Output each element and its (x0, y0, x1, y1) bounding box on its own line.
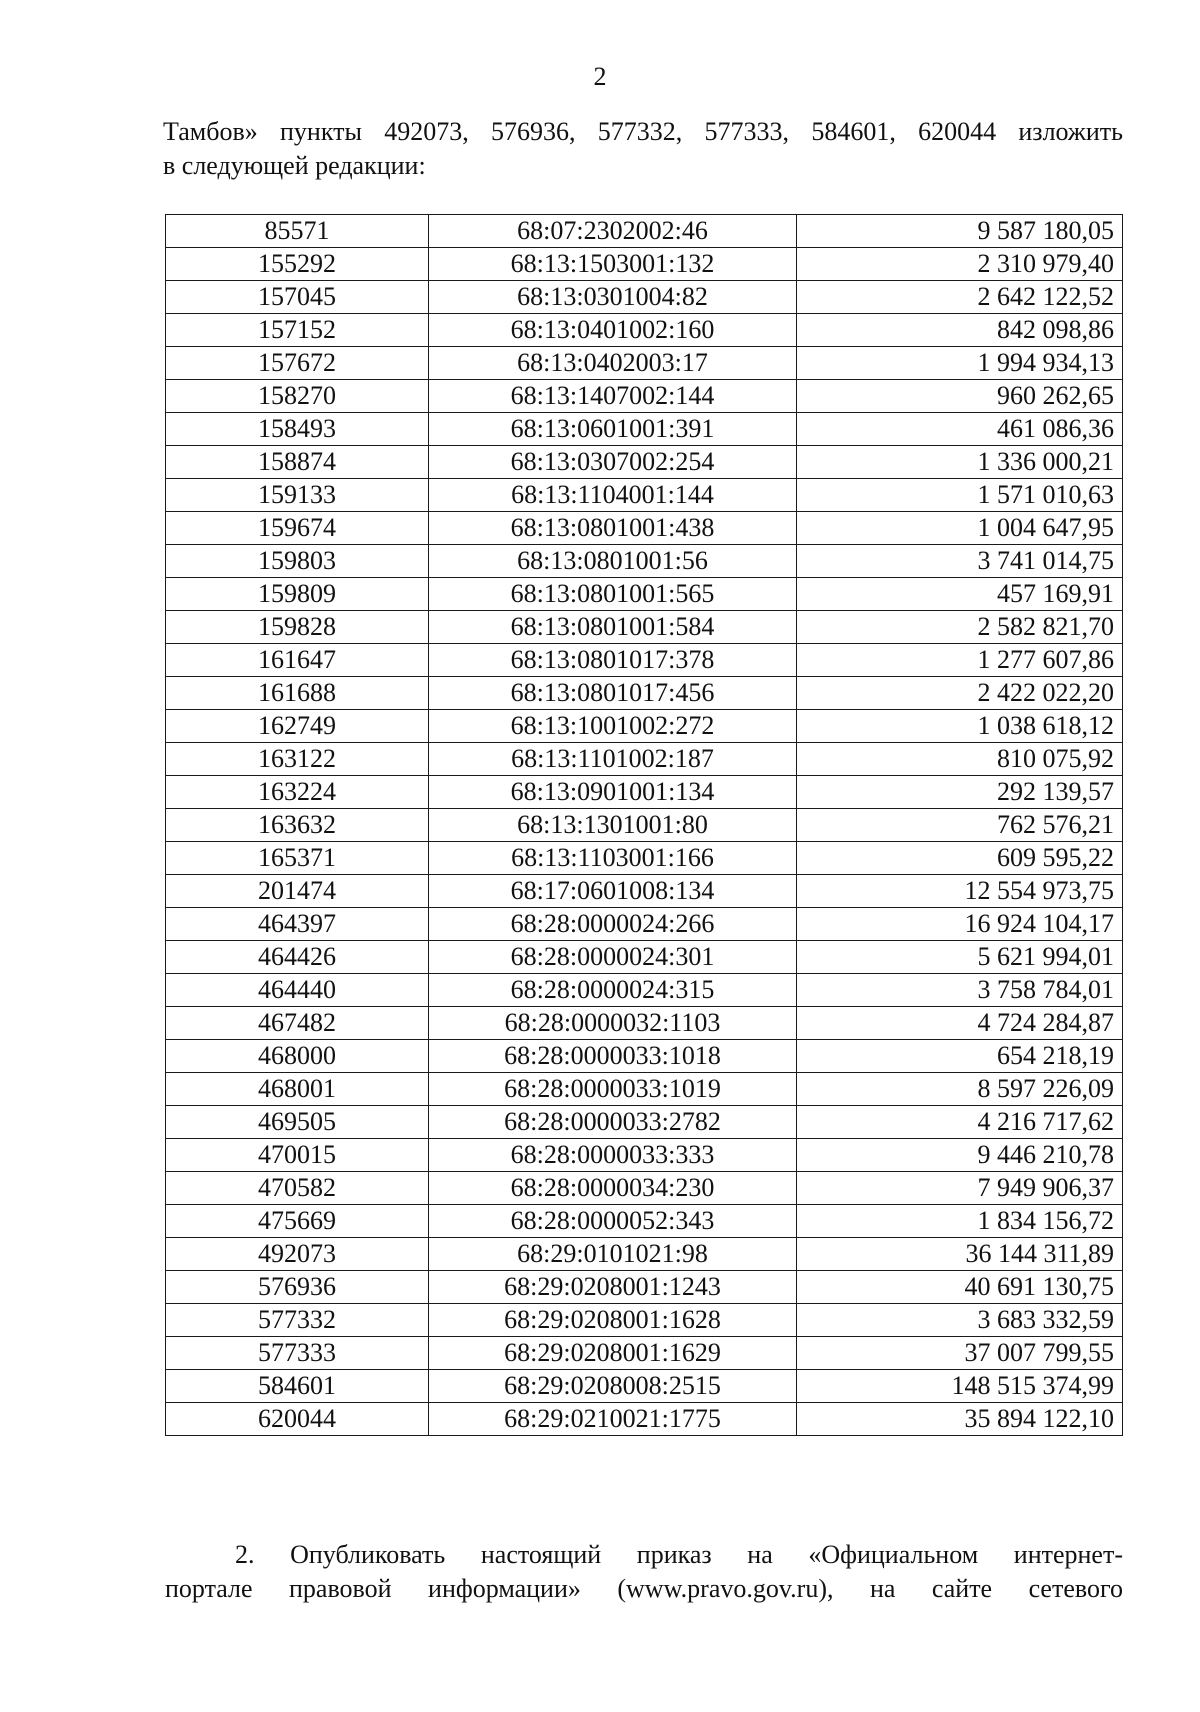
table-row (166, 545, 1123, 578)
cadastral-number-cell: 68:13:0801001:438 (429, 512, 797, 545)
cadastral-value-cell: 1 834 156,72 (797, 1205, 1123, 1238)
row-number-cell: 577332 (166, 1304, 429, 1337)
cadastral-number-cell: 68:28:0000052:343 (429, 1205, 797, 1238)
cadastral-number-cell: 68:13:0801001:565 (429, 578, 797, 611)
cadastral-value-cell: 3 683 332,59 (797, 1304, 1123, 1337)
cadastral-value-cell: 12 554 973,75 (797, 875, 1123, 908)
table-row (166, 908, 1123, 941)
cadastral-value-cell: 5 621 994,01 (797, 941, 1123, 974)
table-row (166, 347, 1123, 380)
row-number-cell: 470582 (166, 1172, 429, 1205)
table-row (166, 743, 1123, 776)
table-row (166, 842, 1123, 875)
cadastral-number-cell: 68:13:0801017:378 (429, 644, 797, 677)
row-number-cell: 492073 (166, 1238, 429, 1271)
intro-line-2: в следующей редакции: (163, 151, 426, 180)
cadastral-number-cell: 68:29:0208001:1243 (429, 1271, 797, 1304)
cadastral-number-cell: 68:13:1101002:187 (429, 743, 797, 776)
table-row (166, 1040, 1123, 1073)
table-row (166, 413, 1123, 446)
cadastral-number-cell: 68:29:0208001:1628 (429, 1304, 797, 1337)
cadastral-value-cell: 2 422 022,20 (797, 677, 1123, 710)
cadastral-value-cell: 461 086,36 (797, 413, 1123, 446)
row-number-cell: 158493 (166, 413, 429, 446)
table-row (166, 776, 1123, 809)
table-body (166, 215, 1123, 1436)
cadastral-number-cell: 68:13:1001002:272 (429, 710, 797, 743)
cadastral-value-cell: 842 098,86 (797, 314, 1123, 347)
row-number-cell: 467482 (166, 1007, 429, 1040)
cadastral-value-cell: 36 144 311,89 (797, 1238, 1123, 1271)
row-number-cell: 464440 (166, 974, 429, 1007)
cadastral-value-cell: 1 004 647,95 (797, 512, 1123, 545)
cadastral-number-cell: 68:29:0208001:1629 (429, 1337, 797, 1370)
cadastral-number-cell: 68:13:0401002:160 (429, 314, 797, 347)
row-number-cell: 159809 (166, 578, 429, 611)
cadastral-value-cell: 2 310 979,40 (797, 248, 1123, 281)
row-number-cell: 470015 (166, 1139, 429, 1172)
row-number-cell: 161688 (166, 677, 429, 710)
row-number-cell: 469505 (166, 1106, 429, 1139)
row-number-cell: 85571 (166, 215, 429, 248)
row-number-cell: 159133 (166, 479, 429, 512)
cadastral-value-cell: 16 924 104,17 (797, 908, 1123, 941)
publication-paragraph (165, 1538, 1123, 1606)
table-row (166, 611, 1123, 644)
cadastral-number-cell: 68:28:0000024:301 (429, 941, 797, 974)
row-number-cell: 157672 (166, 347, 429, 380)
cadastral-number-cell: 68:29:0210021:1775 (429, 1403, 797, 1436)
table-row (166, 875, 1123, 908)
cadastral-number-cell: 68:13:1301001:80 (429, 809, 797, 842)
publication-line-2: портале правовой информации» (www.pravo.gov.ru), на сайте сетевого (165, 1574, 1123, 1603)
cadastral-number-cell: 68:13:0801017:456 (429, 677, 797, 710)
row-number-cell: 163632 (166, 809, 429, 842)
cadastral-value-cell: 2 642 122,52 (797, 281, 1123, 314)
cadastral-number-cell: 68:13:1103001:166 (429, 842, 797, 875)
table-row (166, 1139, 1123, 1172)
page-number: 2 (593, 62, 607, 91)
cadastral-value-cell: 960 262,65 (797, 380, 1123, 413)
table-row (166, 677, 1123, 710)
row-number-cell: 158270 (166, 380, 429, 413)
table-row (166, 1106, 1123, 1139)
row-number-cell: 161647 (166, 644, 429, 677)
cadastral-value-cell: 810 075,92 (797, 743, 1123, 776)
table-row (166, 215, 1123, 248)
cadastral-number-cell: 68:28:0000024:315 (429, 974, 797, 1007)
cadastral-value-cell: 3 758 784,01 (797, 974, 1123, 1007)
row-number-cell: 157152 (166, 314, 429, 347)
row-number-cell: 468001 (166, 1073, 429, 1106)
cadastral-value-cell: 4 724 284,87 (797, 1007, 1123, 1040)
cadastral-value-cell: 2 582 821,70 (797, 611, 1123, 644)
cadastral-value-cell: 7 949 906,37 (797, 1172, 1123, 1205)
table-row (166, 1073, 1123, 1106)
cadastral-value-cell: 762 576,21 (797, 809, 1123, 842)
table-row (166, 1337, 1123, 1370)
table-row (166, 941, 1123, 974)
table-row (166, 1403, 1123, 1436)
cadastral-value-cell: 654 218,19 (797, 1040, 1123, 1073)
cadastral-value-cell: 9 446 210,78 (797, 1139, 1123, 1172)
row-number-cell: 159674 (166, 512, 429, 545)
cadastral-number-cell: 68:13:0901001:134 (429, 776, 797, 809)
cadastral-number-cell: 68:13:0307002:254 (429, 446, 797, 479)
table-row (166, 1238, 1123, 1271)
intro-line-1: Тамбов» пункты 492073, 576936, 577332, 577333, 584601, 620044 изложить (163, 117, 1123, 146)
row-number-cell: 159828 (166, 611, 429, 644)
cadastral-number-cell: 68:28:0000034:230 (429, 1172, 797, 1205)
cadastral-number-cell: 68:28:0000033:333 (429, 1139, 797, 1172)
cadastral-number-cell: 68:29:0208008:2515 (429, 1370, 797, 1403)
row-number-cell: 155292 (166, 248, 429, 281)
cadastral-number-cell: 68:28:0000033:1019 (429, 1073, 797, 1106)
cadastral-value-cell: 609 595,22 (797, 842, 1123, 875)
table-row (166, 1271, 1123, 1304)
table-row (166, 314, 1123, 347)
table-row (166, 512, 1123, 545)
row-number-cell: 468000 (166, 1040, 429, 1073)
cadastral-value-table (165, 214, 1123, 1436)
row-number-cell: 584601 (166, 1370, 429, 1403)
row-number-cell: 464397 (166, 908, 429, 941)
cadastral-value-cell: 1 038 618,12 (797, 710, 1123, 743)
table-row (166, 644, 1123, 677)
cadastral-number-cell: 68:13:0301004:82 (429, 281, 797, 314)
row-number-cell: 159803 (166, 545, 429, 578)
row-number-cell: 620044 (166, 1403, 429, 1436)
table-row (166, 1304, 1123, 1337)
intro-paragraph (163, 115, 1123, 183)
cadastral-number-cell: 68:28:0000033:1018 (429, 1040, 797, 1073)
cadastral-number-cell: 68:17:0601008:134 (429, 875, 797, 908)
cadastral-number-cell: 68:13:0801001:584 (429, 611, 797, 644)
cadastral-value-cell: 8 597 226,09 (797, 1073, 1123, 1106)
table-row (166, 446, 1123, 479)
cadastral-number-cell: 68:07:2302002:46 (429, 215, 797, 248)
table-row (166, 1205, 1123, 1238)
cadastral-value-cell: 292 139,57 (797, 776, 1123, 809)
table-row (166, 1172, 1123, 1205)
cadastral-value-cell: 1 994 934,13 (797, 347, 1123, 380)
table-row (166, 809, 1123, 842)
table-row (166, 248, 1123, 281)
cadastral-value-cell: 1 571 010,63 (797, 479, 1123, 512)
cadastral-number-cell: 68:13:1503001:132 (429, 248, 797, 281)
row-number-cell: 201474 (166, 875, 429, 908)
cadastral-value-cell: 3 741 014,75 (797, 545, 1123, 578)
table-row (166, 380, 1123, 413)
cadastral-value-cell: 40 691 130,75 (797, 1271, 1123, 1304)
table-row (166, 578, 1123, 611)
row-number-cell: 464426 (166, 941, 429, 974)
cadastral-number-cell: 68:28:0000033:2782 (429, 1106, 797, 1139)
table-row (166, 281, 1123, 314)
cadastral-value-cell: 35 894 122,10 (797, 1403, 1123, 1436)
row-number-cell: 165371 (166, 842, 429, 875)
table-row (166, 710, 1123, 743)
cadastral-number-cell: 68:13:0801001:56 (429, 545, 797, 578)
cadastral-number-cell: 68:13:0402003:17 (429, 347, 797, 380)
publication-line-1: 2. Опубликовать настоящий приказ на «Официальном интернет- (235, 1540, 1123, 1569)
cadastral-value-cell: 457 169,91 (797, 578, 1123, 611)
cadastral-number-cell: 68:13:1407002:144 (429, 380, 797, 413)
cadastral-number-cell: 68:28:0000024:266 (429, 908, 797, 941)
cadastral-value-cell: 4 216 717,62 (797, 1106, 1123, 1139)
cadastral-value-cell: 37 007 799,55 (797, 1337, 1123, 1370)
cadastral-value-cell: 1 336 000,21 (797, 446, 1123, 479)
table-row (166, 1370, 1123, 1403)
row-number-cell: 163122 (166, 743, 429, 776)
cadastral-number-cell: 68:28:0000032:1103 (429, 1007, 797, 1040)
cadastral-value-cell: 1 277 607,86 (797, 644, 1123, 677)
table-row (166, 974, 1123, 1007)
cadastral-number-cell: 68:13:0601001:391 (429, 413, 797, 446)
cadastral-value-cell: 148 515 374,99 (797, 1370, 1123, 1403)
table-row (166, 1007, 1123, 1040)
row-number-cell: 576936 (166, 1271, 429, 1304)
row-number-cell: 157045 (166, 281, 429, 314)
row-number-cell: 163224 (166, 776, 429, 809)
cadastral-number-cell: 68:29:0101021:98 (429, 1238, 797, 1271)
cadastral-value-cell: 9 587 180,05 (797, 215, 1123, 248)
row-number-cell: 577333 (166, 1337, 429, 1370)
table-row (166, 479, 1123, 512)
row-number-cell: 158874 (166, 446, 429, 479)
row-number-cell: 162749 (166, 710, 429, 743)
row-number-cell: 475669 (166, 1205, 429, 1238)
cadastral-number-cell: 68:13:1104001:144 (429, 479, 797, 512)
